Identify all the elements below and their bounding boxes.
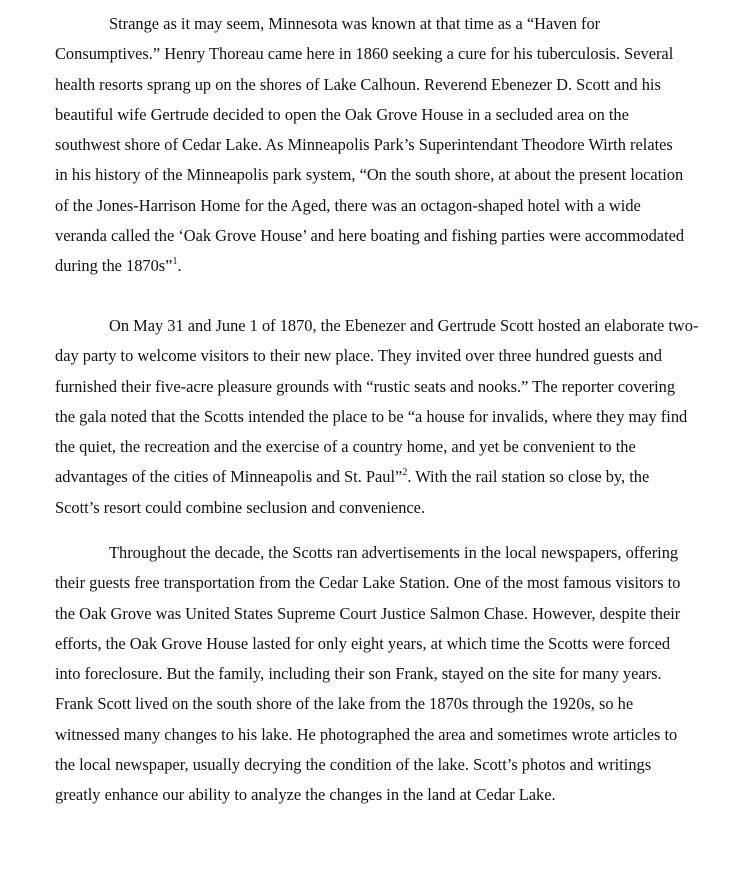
paragraph-1 [55, 9, 745, 282]
text-line: beautiful wife Gertrude decided to open the Oak Grove House in a secluded area on the [55, 104, 629, 124]
text-line: Strange as it may seem, Minnesota was known at that time as a “Haven for [109, 14, 601, 33]
footnote-marker: 2 [402, 467, 408, 479]
text-fragment: . With the rail station so close by, the [407, 467, 650, 487]
text-line: their guests free transportation from the Cedar Lake Station. One of the most famous visitors to [55, 573, 681, 593]
text-line: the Oak Grove was United States Supreme Court Justice Salmon Chase. However, despite their [55, 603, 681, 623]
text-line: the gala noted that the Scotts intended the place to be “a house for invalids, where they may find [55, 406, 688, 426]
text-line: Scott’s resort could combine seclusion and convenience. [55, 497, 426, 517]
text-line-with-footnote [55, 462, 745, 492]
footnote-marker: 1 [172, 255, 178, 267]
text-line: Consumptives.” Henry Thoreau came here in 1860 seeking a cure for his tuberculosis. Several [55, 44, 674, 64]
text-line: efforts, the Oak Grove House lasted for only eight years, at which time the Scotts were forced [55, 633, 671, 653]
text-fragment: during the 1870s” [55, 256, 173, 276]
text-line: day party to welcome visitors to their new place. They invited over three hundred guests and [55, 346, 662, 366]
text-fragment: . [177, 256, 182, 276]
text-line: in his history of the Minneapolis park system, “On the south shore, at about the present location [55, 165, 684, 185]
text-line: furnished their five-acre pleasure grounds with “rustic seats and nooks.” The reporter covering [55, 376, 676, 396]
text-line: witnessed many changes to his lake. He photographed the area and sometimes wrote articles to [55, 724, 678, 744]
text-line: veranda called the ‘Oak Grove House’ and here boating and fishing parties were accommodated [55, 226, 685, 246]
text-fragment: advantages of the cities of Minneapolis and St. Paul” [55, 467, 403, 487]
text-line: the quiet, the recreation and the exercise of a country home, and yet be convenient to the [55, 437, 636, 457]
paragraph-3 [55, 538, 745, 811]
text-line: Frank Scott lived on the south shore of the lake from the 1870s through the 1920s, so he [55, 694, 634, 714]
text-line: On May 31 and June 1 of 1870, the Ebenezer and Gertrude Scott hosted an elaborate two- [109, 316, 699, 335]
text-line: Throughout the decade, the Scotts ran advertisements in the local newspapers, offering [109, 543, 679, 562]
paragraph-2 [55, 311, 745, 523]
text-line: southwest shore of Cedar Lake. As Minneapolis Park’s Superintendant Theodore Wirth relates [55, 135, 673, 155]
text-line: the local newspaper, usually decrying the condition of the lake. Scott’s photos and writings [55, 755, 652, 775]
text-line: of the Jones-Harrison Home for the Aged, there was an octagon-shaped hotel with a wide [55, 195, 641, 215]
text-line-with-footnote [55, 251, 745, 281]
text-line: greatly enhance our ability to analyze the changes in the land at Cedar Lake. [55, 785, 556, 805]
text-line: health resorts sprang up on the shores of Lake Calhoun. Reverend Ebenezer D. Scott and his [55, 74, 661, 94]
text-line: into foreclosure. But the family, including their son Frank, stayed on the site for many years. [55, 664, 662, 684]
